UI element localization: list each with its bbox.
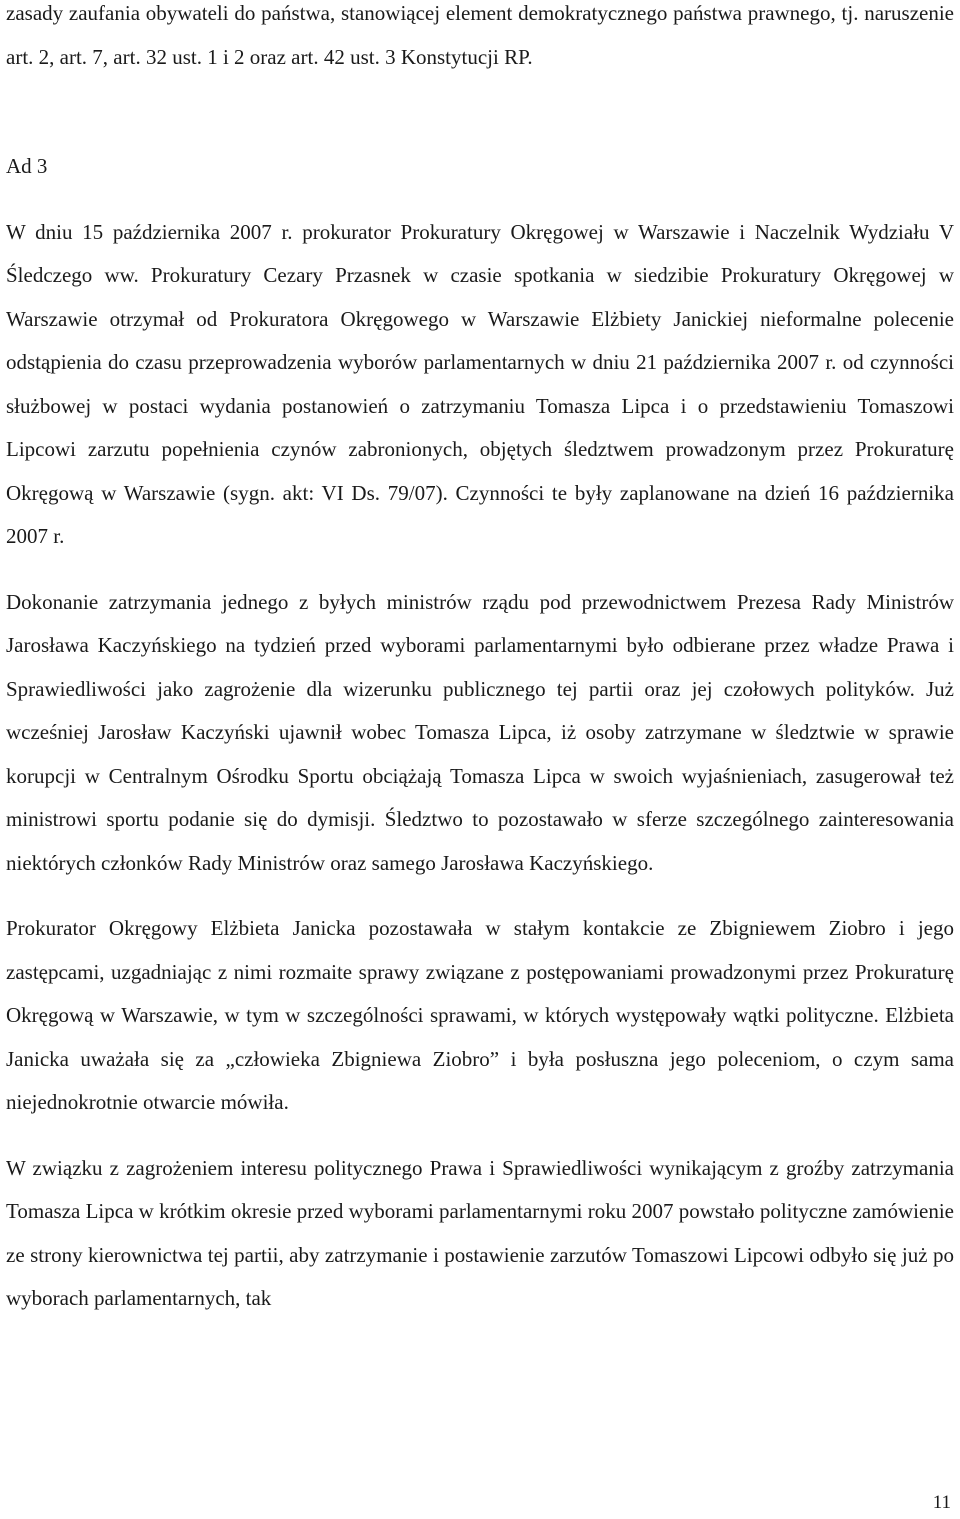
spacer (6, 559, 954, 581)
spacer (6, 1125, 954, 1147)
paragraph-political-order: W związku z zagrożeniem interesu politycznego Prawa i Sprawiedliwości wynikającym z groźby zatrzymania Tomasza Lipca w krótkim okresie przed wyborami parlamentarnymi roku 2007 powstało polityczne zamówienie ze strony kierownictwa tej partii, aby zatrzymanie i postawienie zarzutów Tomaszowi Lipcowi odbyło się już po wyborach parlamentarnych, tak (6, 1155, 954, 1310)
page-number: 11 (932, 1492, 951, 1513)
document-page (6, 0, 954, 1321)
section-heading: Ad 3 (6, 154, 48, 178)
spacer (6, 885, 954, 907)
spacer (6, 189, 954, 211)
paragraph-october-meeting: W dniu 15 października 2007 r. prokurator Prokuratury Okręgowej w Warszawie i Naczelnik Wydziału V Śledczego ww. Prokuratury Cezary Przasnek w czasie spotkania w siedzibie Prokuratury Okręgowej w Warszawie otrzymał od Prokuratora Okręgowego w Warszawie Elżbiety Janickiej nieformalne polecenie odstąpienia do czasu przeprowadzenia wyborów parlamentarnych w dniu 21 października 2007 r. od czynności służbowej w postaci wydania postanowień o zatrzymaniu Tomasza Lipca i o przedstawieniu Tomaszowi Lipcowi zarzutu popełnienia czynów zabronionych, objętych śledztwem prowadzonym przez Prokuraturę Okręgową w Warszawie (sygn. akt: VI Ds. 79/07). Czynności te były zaplanowane na dzień 16 października 2007 r. (6, 219, 954, 548)
spacer (6, 79, 954, 145)
paragraph-political-context: Dokonanie zatrzymania jednego z byłych ministrów rządu pod przewodnictwem Prezesa Rady Ministrów Jarosława Kaczyńskiego na tydzień przed wyborami parlamentarnymi było odbierane przez władze Prawa i Sprawiedliwości jako zagrożenie dla wizerunku publicznego tej partii oraz jej czołowych polityków. Już wcześniej Jarosław Kaczyński ujawnił wobec Tomasza Lipca, iż osoby zatrzymane w śledztwie w sprawie korupcji w Centralnym Ośrodku Sportu obciążają Tomasza Lipca w swoich wyjaśnieniach, zasugerował też ministrowi sportu podanie się do dymisji. Śledztwo to pozostawało w sferze szczególnego zainteresowania niektórych członków Rady Ministrów oraz samego Jarosława Kaczyńskiego. (6, 589, 954, 875)
paragraph-prosecutor-contacts: Prokurator Okręgowy Elżbieta Janicka pozostawała w stałym kontakcie ze Zbigniewem Ziobro i jego zastępcami, uzgadniając z nimi rozmaite sprawy związane z postępowaniami prowadzonymi przez Prokuraturę Okręgową w Warszawie, w tym w szczególności sprawami, w których występowały wątki polityczne. Elżbieta Janicka uważała się za „człowieka Zbigniewa Ziobro” i była posłuszna jego poleceniom, o czym sama niejednokrotnie otwarcie mówiła. (6, 916, 954, 1114)
paragraph-constitution-violation: zasady zaufania obywateli do państwa, stanowiącej element demokratycznego państwa prawnego, tj. naruszenie art. 2, art. 7, art. 32 ust. 1 i 2 oraz art. 42 ust. 3 Konstytucji RP. (6, 1, 954, 69)
